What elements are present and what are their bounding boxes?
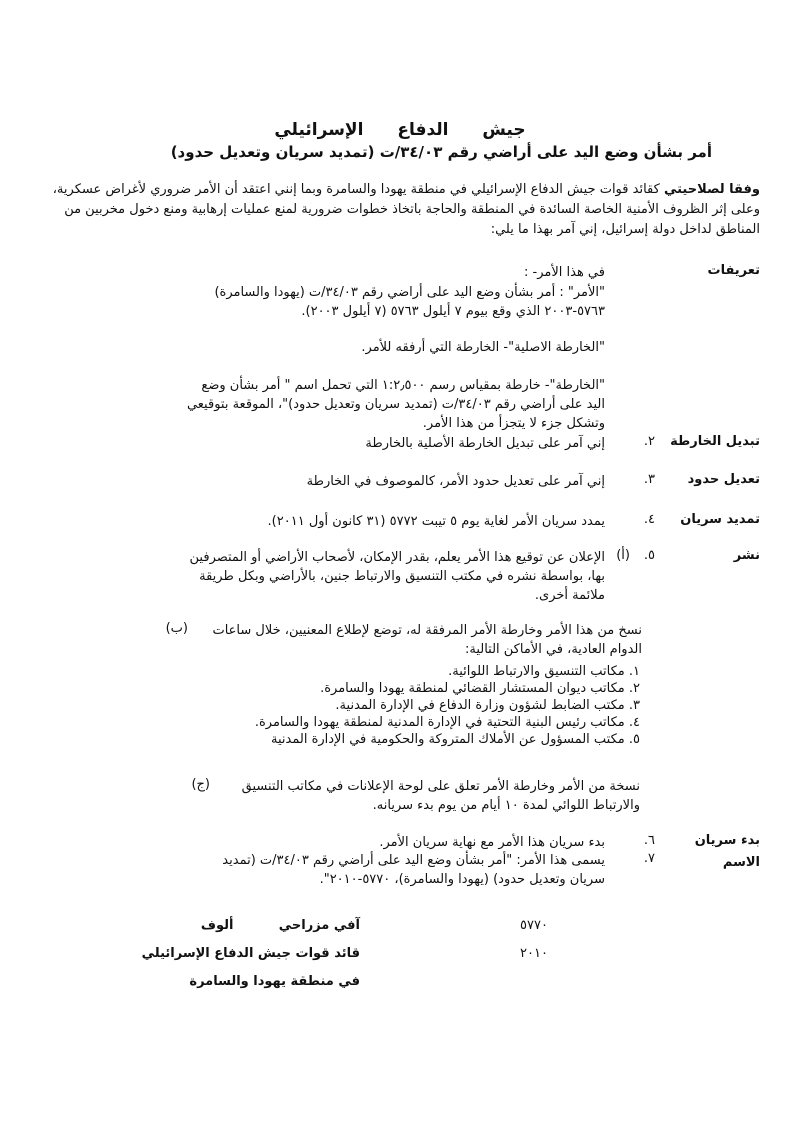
section-5b-mark: (ب) [165,621,188,636]
section-5c-mark: (ج) [191,777,210,792]
signer-rank: ألوف [200,918,234,933]
document-title: جيش الدفاع الإسرائيلي [274,120,526,140]
intro-text: كقائد قوات جيش الدفاع الإسرائيلي في منطقة يهودا والسامرة وبما إنني اعتقد أن الأمر ضروري لأغراض عسكرية، وعلى إثر الظروف الأمنية الخاصة السائدة في المنطقة والحاجة باتخاذ خطوات ضرورية لمنع عمليات إرهابية ومنع دخول مخربين من المناطق لداخل دولة إسرائيل، إني آمر بهذا ما يلي: [52,182,760,237]
signer-region: في منطقة يهودا والسامرة [189,974,360,989]
section-3-text: إني آمر على تعديل حدود الأمر، كالموصوف في الخارطة [306,474,605,489]
definitions-label: تعريفات [707,263,760,278]
section-4-number: ٤. [643,512,655,527]
date-block [520,912,600,968]
section-2-label: تبديل الخارطة [670,434,760,449]
section-5a-mark: (أ) [616,548,630,563]
section-7-label: الاسم [722,855,760,870]
section-5b-list [220,663,640,748]
section-5a-text: الإعلان عن توقيع هذا الأمر يعلم، بقدر الإمكان، لأصحاب الأراضي أو المتصرفين بها، بواسطة نشره في مكتب التنسيق والارتباط جنين، بالأراضي وبكل طريقة ملائمة أخرى. [189,550,605,603]
signature-name-line [140,912,360,940]
definitions-intro: في هذا الأمر- : [524,265,605,280]
section-5-label: نشر [733,548,760,563]
section-6-number: ٦. [643,833,655,848]
document-subtitle: أمر بشأن وضع اليد على أراضي رقم ٣٤/٠٣/ت (تمديد سريان وتعديل حدود) [170,143,712,161]
signature-block [140,912,360,996]
intro-paragraph [40,180,760,240]
list-item: ٤. مكاتب رئيس البنية التحتية في الإدارة المدنية لمنطقة يهودا والسامرة. [254,715,640,730]
definition-order: "الأمر" : أمر بشأن وضع اليد على أراضي رقم ٣٤/٠٣/ت (يهودا والسامرة) ٥٧٦٣-٢٠٠٣ الذي وقع بيوم ٧ أيلول ٥٧٦٣ (٧ أيلول ٢٠٠٣). [214,285,605,319]
signer-position: قائد قوات جيش الدفاع الإسرائيلي [141,946,360,961]
section-4-text: يمدد سريان الأمر لغاية يوم ٥ تيبت ٥٧٧٢ (٣١ كانون أول ٢٠١١). [267,514,605,529]
section-6-label: بدء سريان [694,833,760,848]
date-hebrew: ٥٧٧٠ [520,918,548,933]
section-6-text: بدء سريان هذا الأمر مع نهاية سريان الأمر. [379,835,605,850]
section-7-text: يسمى هذا الأمر: "أمر بشأن وضع اليد على أراضي رقم ٣٤/٠٣/ت (تمديد سريان وتعديل حدود) (يهودا والسامرة)، ٥٧٧٠-٢٠١٠". [222,853,605,887]
list-item: ١. مكاتب التنسيق والارتباط اللوائية. [448,664,640,679]
list-item: ٥. مكتب المسؤول عن الأملاك المتروكة والحكومية في الإدارة المدنية [271,732,640,747]
section-3-label: تعديل حدود [687,472,760,487]
section-7-number: ٧. [643,851,655,866]
list-item: ٢. مكاتب ديوان المستشار القضائي لمنطقة يهودا والسامرة. [320,681,640,696]
signer-name: آفي مزراحي [278,918,360,933]
section-2-number: ٢. [643,434,655,449]
section-3-number: ٣. [643,472,655,487]
date-gregorian: ٢٠١٠ [520,946,548,961]
section-2-text: إني آمر على تبديل الخارطة الأصلية بالخارطة [365,436,605,451]
definition-map: "الخارطة"- خارطة بمقياس رسم ١:٢٫٥٠٠ التي تحمل اسم " أمر بشأن وضع اليد على أراضي رقم ٣٤/٠٣/ت (تمديد سريان وتعديل حدود)"، الموقعة بتوقيعي وتشكل جزء لا يتجزأ من هذا الأمر. [186,378,605,431]
section-5c-text: نسخة من الأمر وخارطة الأمر تعلق على لوحة الإعلانات في مكاتب التنسيق والارتباط اللوائي لمدة ١٠ أيام من يوم بدء سريانه. [241,779,640,813]
definition-original-map: "الخارطة الاصلية"- الخارطة التي أرفقه للأمر. [361,340,605,355]
section-5b-text: نسخ من هذا الأمر وخارطة الأمر المرفقة له، توضع لإطلاع المعنيين، خلال ساعات الدوام العادية، في الأماكن التالية: [212,623,642,657]
list-item: ٣. مكتب الضابط لشؤون وزارة الدفاع في الإدارة المدنية. [335,698,640,713]
section-4-label: تمديد سريان [680,512,760,527]
section-5-number: ٥. [643,548,655,563]
intro-lead: وفقا لصلاحيتي [663,182,760,197]
